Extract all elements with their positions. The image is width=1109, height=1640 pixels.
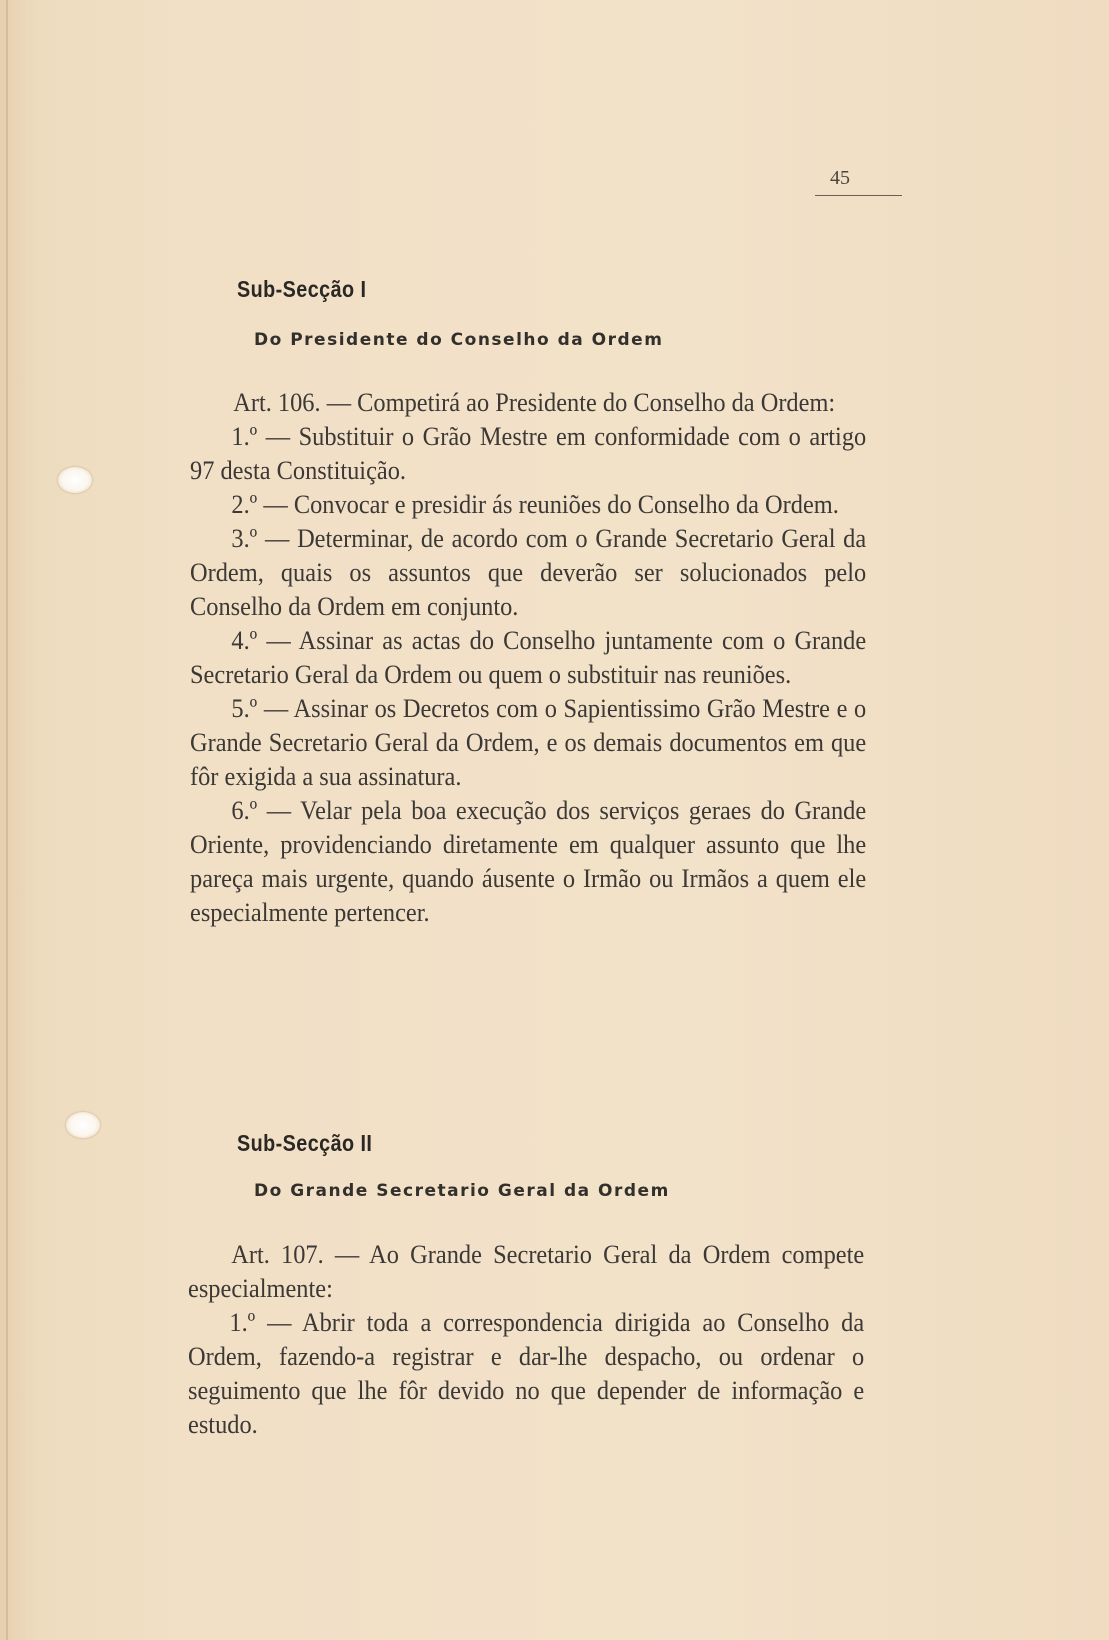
section-1-body — [190, 385, 866, 929]
article-106-item-6: 6.º — Velar pela boa execução dos serviços geraes do Grande Oriente, providenciando diretamente em qualquer assunto que lhe pareça mais urgente, quando áusente o Irmão ou Irmãos a quem ele especialmente pertencer. — [190, 795, 867, 927]
article-107-item-1: 1.º — Abrir toda a correspondencia dirigida ao Conselho da Ordem, fazendo-a registrar e dar-lhe despacho, ou ordenar o seguimento que lhe fôr devido no que depender de informação e estudo. — [188, 1307, 865, 1439]
article-107-intro: Art. 107. — Ao Grande Secretario Geral da Ordem compete especialmente: — [188, 1239, 865, 1303]
article-106-item-2: 2.º — Convocar e presidir ás reuniões do Conselho da Ordem. — [231, 489, 839, 519]
article-106-item-5: 5.º — Assinar os Decretos com o Sapientissimo Grão Mestre e o Grande Secretario Geral da Ordem, e os demais documentos em que fôr exigida a sua assinatura. — [190, 693, 867, 791]
subsection-heading-2: Sub-Secção II — [237, 1130, 373, 1156]
page-edge — [6, 0, 8, 1640]
page-number-rule — [815, 195, 902, 196]
punch-hole-top — [58, 467, 92, 493]
page-number: 45 — [830, 167, 850, 189]
article-106-item-3: 3.º — Determinar, de acordo com o Grande Secretario Geral da Ordem, quais os assuntos que deverão ser solucionados pelo Conselho da Ordem em conjunto. — [190, 523, 867, 621]
punch-hole-bottom — [66, 1112, 100, 1138]
subsection-title-1: Do Presidente do Conselho da Ordem — [254, 330, 664, 350]
article-106-intro: Art. 106. — Competirá ao Presidente do Conselho da Ordem: — [233, 387, 836, 417]
subsection-heading-1: Sub-Secção I — [237, 276, 367, 302]
article-106-item-1: 1.º — Substituir o Grão Mestre em conformidade com o artigo 97 desta Constituição. — [190, 421, 867, 485]
article-106-item-4: 4.º — Assinar as actas do Conselho juntamente com o Grande Secretario Geral da Ordem ou quem o substituir nas reuniões. — [190, 625, 867, 689]
subsection-title-2: Do Grande Secretario Geral da Ordem — [254, 1181, 670, 1201]
section-2-body — [188, 1237, 864, 1441]
